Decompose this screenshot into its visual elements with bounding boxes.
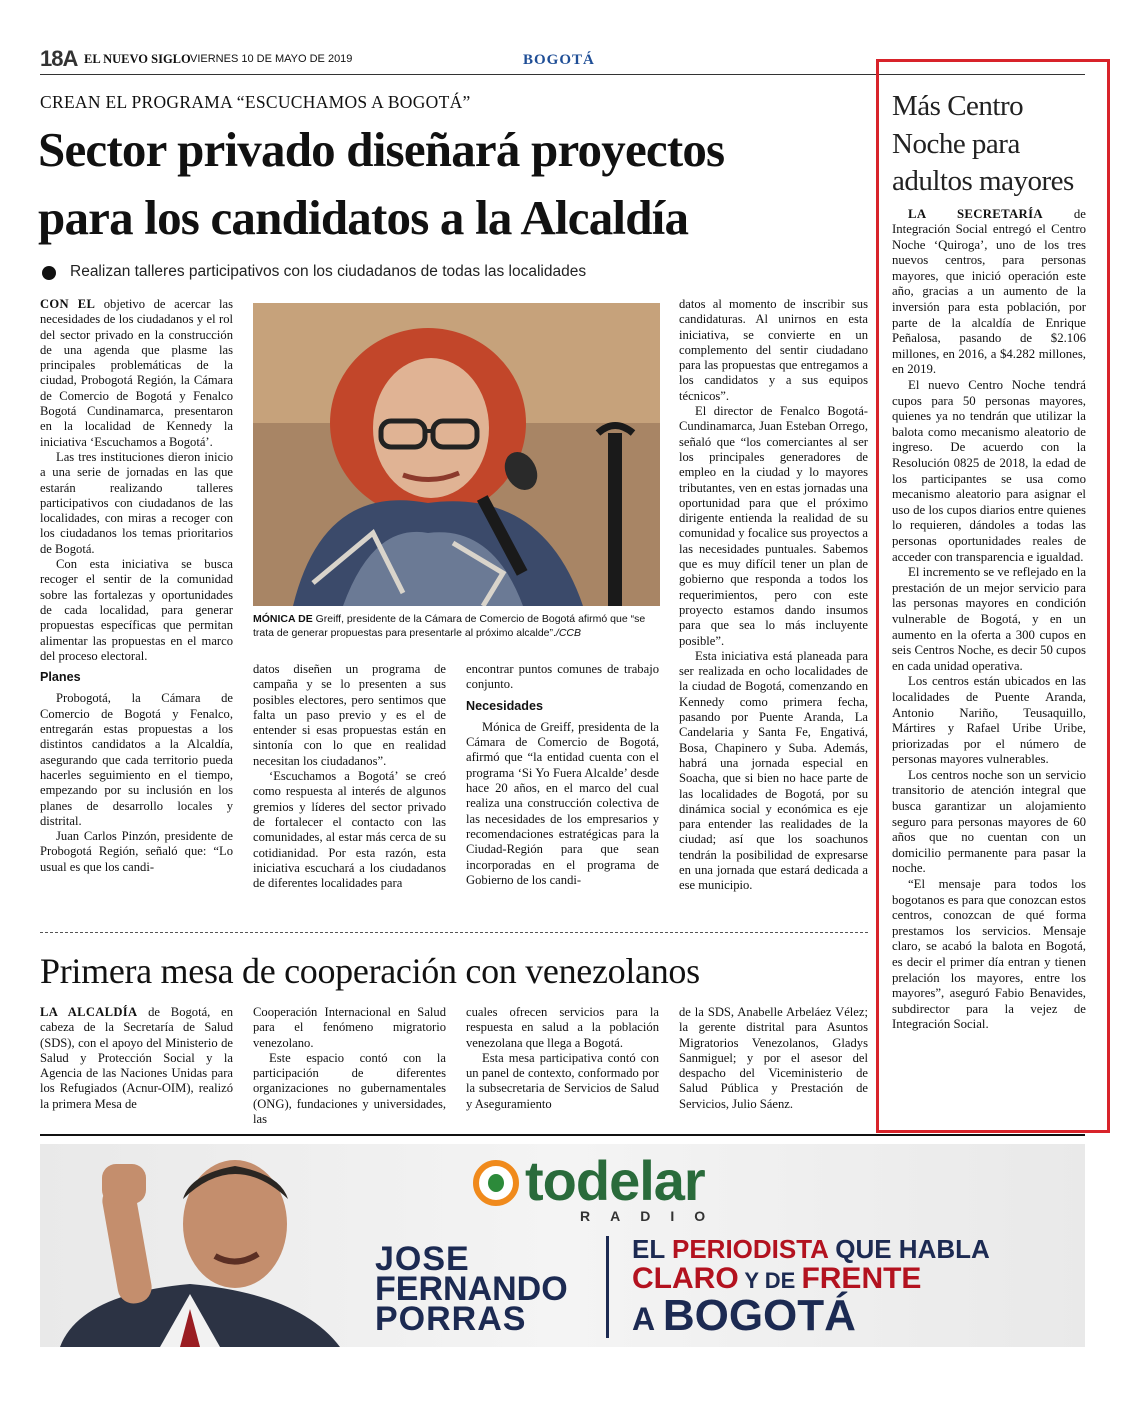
story-separator xyxy=(40,932,868,933)
paragraph: El director de Fenalco Bogotá-Cundinamarca, Juan Esteban Orrego, señaló que “los comerciantes al ser los principales generadores de empleo en la ciudad y lo mayores tributantes, ven en estas jornadas una oportunidad para que el próximo dirigente entienda la realidad de su comunidad y focalice sus proyectos a las necesidades puntuales. Sabemos que es muy difícil tener un plan de gobierno que responda a todos los requerimientos, pero con este proyecto estamos dando insumos para que sea lo más incluyente posible”. xyxy=(679,404,868,648)
brand-name: todelar xyxy=(525,1149,705,1212)
slogan-text: QUE HABLA xyxy=(828,1234,990,1264)
paragraph: de Integración Social entregó el Centro Noche ‘Quiroga’, uno de los tres nuevos centros, para personas mayores, que inició operación este año, gracias a un aumento de la inversión para esta población, por parte de la alcaldía de Enrique Peñalosa, pasando de $2.106 millones, en 2016, a $4.282 millones, en 2019. xyxy=(892,206,1086,377)
journalist-name-3: PORRAS xyxy=(375,1300,527,1338)
slogan-text: CLARO xyxy=(632,1262,739,1295)
paragraph: Los centros están ubicados en las localidades de Puente Aranda, Antonio Nariño, Teusaquillo, Mártires y Rafael Uribe Uribe, priorizadas por el número de personas mayores vulnerables. xyxy=(892,674,1086,767)
paragraph: Juan Carlos Pinzón, presidente de Probogotá Región, señaló que: “Lo usual es que los candi- xyxy=(40,829,233,874)
kicker: CREAN EL PROGRAMA “ESCUCHAMOS A BOGOTÁ” xyxy=(40,92,471,112)
caption-text: Greiff, presidente de la Cámara de Comercio de Bogotá afirmó que “se trata de generar propuestas para presentarle al próximo alcalde”. xyxy=(253,613,646,639)
slogan-text: FRENTE xyxy=(801,1262,922,1295)
sidebar-headline: Más Centro Noche para adultos mayores xyxy=(892,90,1074,197)
issue-date: VIERNES 10 DE MAYO DE 2019 xyxy=(190,53,353,65)
advertisement-banner xyxy=(40,1144,1085,1347)
second-column-1 xyxy=(40,1005,233,1112)
caption-lead: MÓNICA DE xyxy=(253,613,313,625)
sidebar-story xyxy=(892,88,1086,1033)
subhead-planes: Planes xyxy=(40,670,81,685)
paragraph: ‘Escuchamos a Bogotá’ se creó como respuesta al interés de algunos gremios y líderes del sector privado de fortalecer el contacto con las comunidades, al estar más cerca de su cotidianidad. Por esta razón, esta iniciativa escuchará a los ciudadanos de diferentes localidades para xyxy=(253,769,446,891)
lead-in: CON EL xyxy=(40,297,96,311)
paragraph: Mónica de Greiff, presidenta de la Cámara de Comercio de Bogotá, afirmó que “la entidad cuenta con el programa ‘Si Yo Fuera Alcalde’ desde hace 20 años, en el marco del cual realiza una construcción colectiva de las necesidades de los empresarios y recomendaciones estratégicas para la Ciudad-Región para que sean incorporadas en el programa de Gobierno de los candi- xyxy=(466,719,659,887)
slogan-text: BOGOTÁ xyxy=(662,1291,856,1340)
photo-credit: /CCB xyxy=(555,627,582,639)
paragraph: cuales ofrecen servicios para la respuesta en salud a la población venezolana que llega a Bogotá. xyxy=(466,1005,659,1050)
journalist-name-1: JOSE xyxy=(375,1240,470,1278)
slogan-text: Y DE xyxy=(738,1268,802,1293)
slogan-text: PERIODISTA xyxy=(671,1234,828,1264)
headline-line-1: Sector privado diseñará proyectos xyxy=(38,122,725,177)
paragraph: de Bogotá, en cabeza de la Secretaría de Salud (SDS), con el apoyo del Ministerio de Salud y Protección Social y la Agencia de las Naciones Unidas para los Refugiados (Acnur-OIM), realizó la primera Mesa de xyxy=(40,1005,233,1111)
paragraph: datos al momento de inscribir sus candidaturas. Al unirnos en esta iniciativa, se convierte en un complemento del sentir ciudadano para las propuestas que entregamos a los candidatos y a sus equipos técnicos”. xyxy=(679,297,868,403)
todelar-logo-icon xyxy=(473,1160,519,1206)
paragraph: Esta mesa participativa contó con un panel de contexto, conformado por la subsecretaria de Servicios de Salud y Aseguramiento xyxy=(466,1050,659,1111)
photo-caption xyxy=(253,612,663,640)
slogan-text: EL xyxy=(632,1234,672,1264)
slogan-line-3 xyxy=(632,1292,856,1343)
paragraph: datos diseñen un programa de campaña y se lo presenten a sus posibles electores, pero sentimos que falta un paso previo y es el de entender si esas propuestas están en sintonía con lo que en realidad necesitan los ciudadanos”. xyxy=(253,662,446,768)
deck-bullet-icon xyxy=(42,266,56,280)
lead-in: LA SECRETARÍA xyxy=(908,206,1043,221)
brand-subtitle: RADIO xyxy=(580,1208,726,1224)
paragraph: Probogotá, la Cámara de Comercio de Bogotá y Fenalco, entregarán estas propuestas a los distintos candidatos a la Alcaldía, asegurando que cada territorio pueda hacerles seguimiento en el tiempo, empezando por su inclusión en los planes de desarrollo locales y distrital. xyxy=(40,691,233,828)
main-column-3 xyxy=(466,662,659,888)
second-column-4 xyxy=(679,1005,868,1112)
portrait-illustration xyxy=(253,303,660,606)
lead-in: LA ALCALDÍA xyxy=(40,1005,138,1019)
paragraph: El incremento se ve reflejado en la prestación de un mejor servicio para las personas mayores en condición vulnerable de Bogotá, y en un aumento en la oferta a 300 cupos en seis Centros Noche, es decir 50 cupos en cada unidad operativa. xyxy=(892,565,1086,673)
section-name: BOGOTÁ xyxy=(523,52,595,68)
paragraph: Los centros noche son un servicio transitorio de atención integral que busca garantizar un alojamiento seguro para personas mayores de 60 años que no cuentan con un domicilio permanente para pasar la noche. xyxy=(892,767,1086,876)
paragraph: Las tres instituciones dieron inicio a una serie de jornadas en las que estarán realizando talleres participativos con ciudadanos de las localidades, con miras a recoger con los ciudadanos los temas prioritarios de Bogotá. xyxy=(40,449,233,556)
slogan-line-1 xyxy=(632,1234,990,1264)
second-column-2 xyxy=(253,1005,446,1127)
headline-line-2: para los candidatos a la Alcaldía xyxy=(38,190,689,245)
deck: Realizan talleres participativos con los ciudadanos de todas las localidades xyxy=(70,263,587,280)
paragraph: El nuevo Centro Noche tendrá cupos para 50 personas mayores, quienes ya no tendrán que utilizar la balota como mecanismo aleatorio de ingreso. De acuerdo con la Resolución 0825 de 2018, la edad de los participantes se usa como mecanismo aleatorio para asignar el uso de los cupos diarios entre quienes lo requieren, dándoles a todas las personas oportunidades reales de acceder con transparencia e igualdad. xyxy=(892,378,1086,564)
main-column-1 xyxy=(40,297,233,875)
journalist-photo xyxy=(40,1144,380,1347)
subhead-necesidades: Necesidades xyxy=(466,698,544,713)
photo-monica-de-greiff xyxy=(253,303,660,606)
paragraph: Con esta iniciativa se busca recoger el sentir de la comunidad sobre las fortalezas y oportunidades de cada localidad, para generar propuestas específicas que permitan alimentar las propuestas en el marco del proceso electoral. xyxy=(40,557,233,663)
main-column-4 xyxy=(679,297,868,894)
paragraph: encontrar puntos comunes de trabajo conjunto. xyxy=(466,662,659,692)
paragraph: Este espacio contó con la participación de diferentes organizaciones no gubernamentales (ONG), fundaciones y universidades, las xyxy=(253,1050,446,1127)
second-column-3 xyxy=(466,1005,659,1112)
journalist-name-2: FERNANDO xyxy=(375,1270,568,1308)
masthead-name: EL NUEVO SIGLO xyxy=(84,52,191,66)
main-column-2 xyxy=(253,662,446,891)
second-headline: Primera mesa de cooperación con venezolanos xyxy=(40,951,700,991)
page-number: 18A xyxy=(40,46,78,71)
paragraph: Esta iniciativa está planeada para ser realizada en ocho localidades de la ciudad de Bogotá, comenzando en Kennedy como primera fecha, pasando por Puente Aranda, La Candelaria y Santa Fe, Engativá, Bosa, Chapinero y Suba. Además, habrá una jornada especial en Soacha, que si bien no hace parte de las localidades de Bogotá, por su dinámica social y económica es eje para entender las realidades de la ciudad; así que los soachunos tendrán la posibilidad de expresarse en una jornada que estará dedicada a ese municipio. xyxy=(679,648,868,893)
slogan-text: A xyxy=(632,1301,663,1337)
paragraph: objetivo de acercar las necesidades de los ciudadanos y el rol del sector privado en la construcción de una agenda que plasme las principales problemáticas de la ciudad, Probogotá Región, la Cámara de Comercio de Bogotá y Fenalco Bogotá Cundinamarca, presentaron en la localidad de Kennedy la iniciativa ‘Escuchamos a Bogotá’. xyxy=(40,297,233,449)
ad-top-rule xyxy=(40,1134,1085,1136)
paragraph: de la SDS, Anabelle Arbeláez Vélez; la gerente distrital para Asuntos Migratorios Venezolanos, Gladys Sanmiguel; y por el asesor del despacho del Viceministerio de Salud Pública y Prestación de Servicios, Julio Sáenz. xyxy=(679,1005,868,1111)
ad-divider xyxy=(606,1236,609,1338)
paragraph: “El mensaje para todos los bogotanos es para que conozcan estos centros, conozcan de qué forma prestamos los servicios. Mensaje claro, se acabó la balota en Bogotá, es decir el primer día entran y tienen prelación los mayores, entre los mayores”, aseguró Fabio Benavides, subdirector para la vejez de Integración Social. xyxy=(892,877,1086,1032)
paragraph: Cooperación Internacional en Salud para el fenómeno migratorio venezolano. xyxy=(253,1005,446,1050)
